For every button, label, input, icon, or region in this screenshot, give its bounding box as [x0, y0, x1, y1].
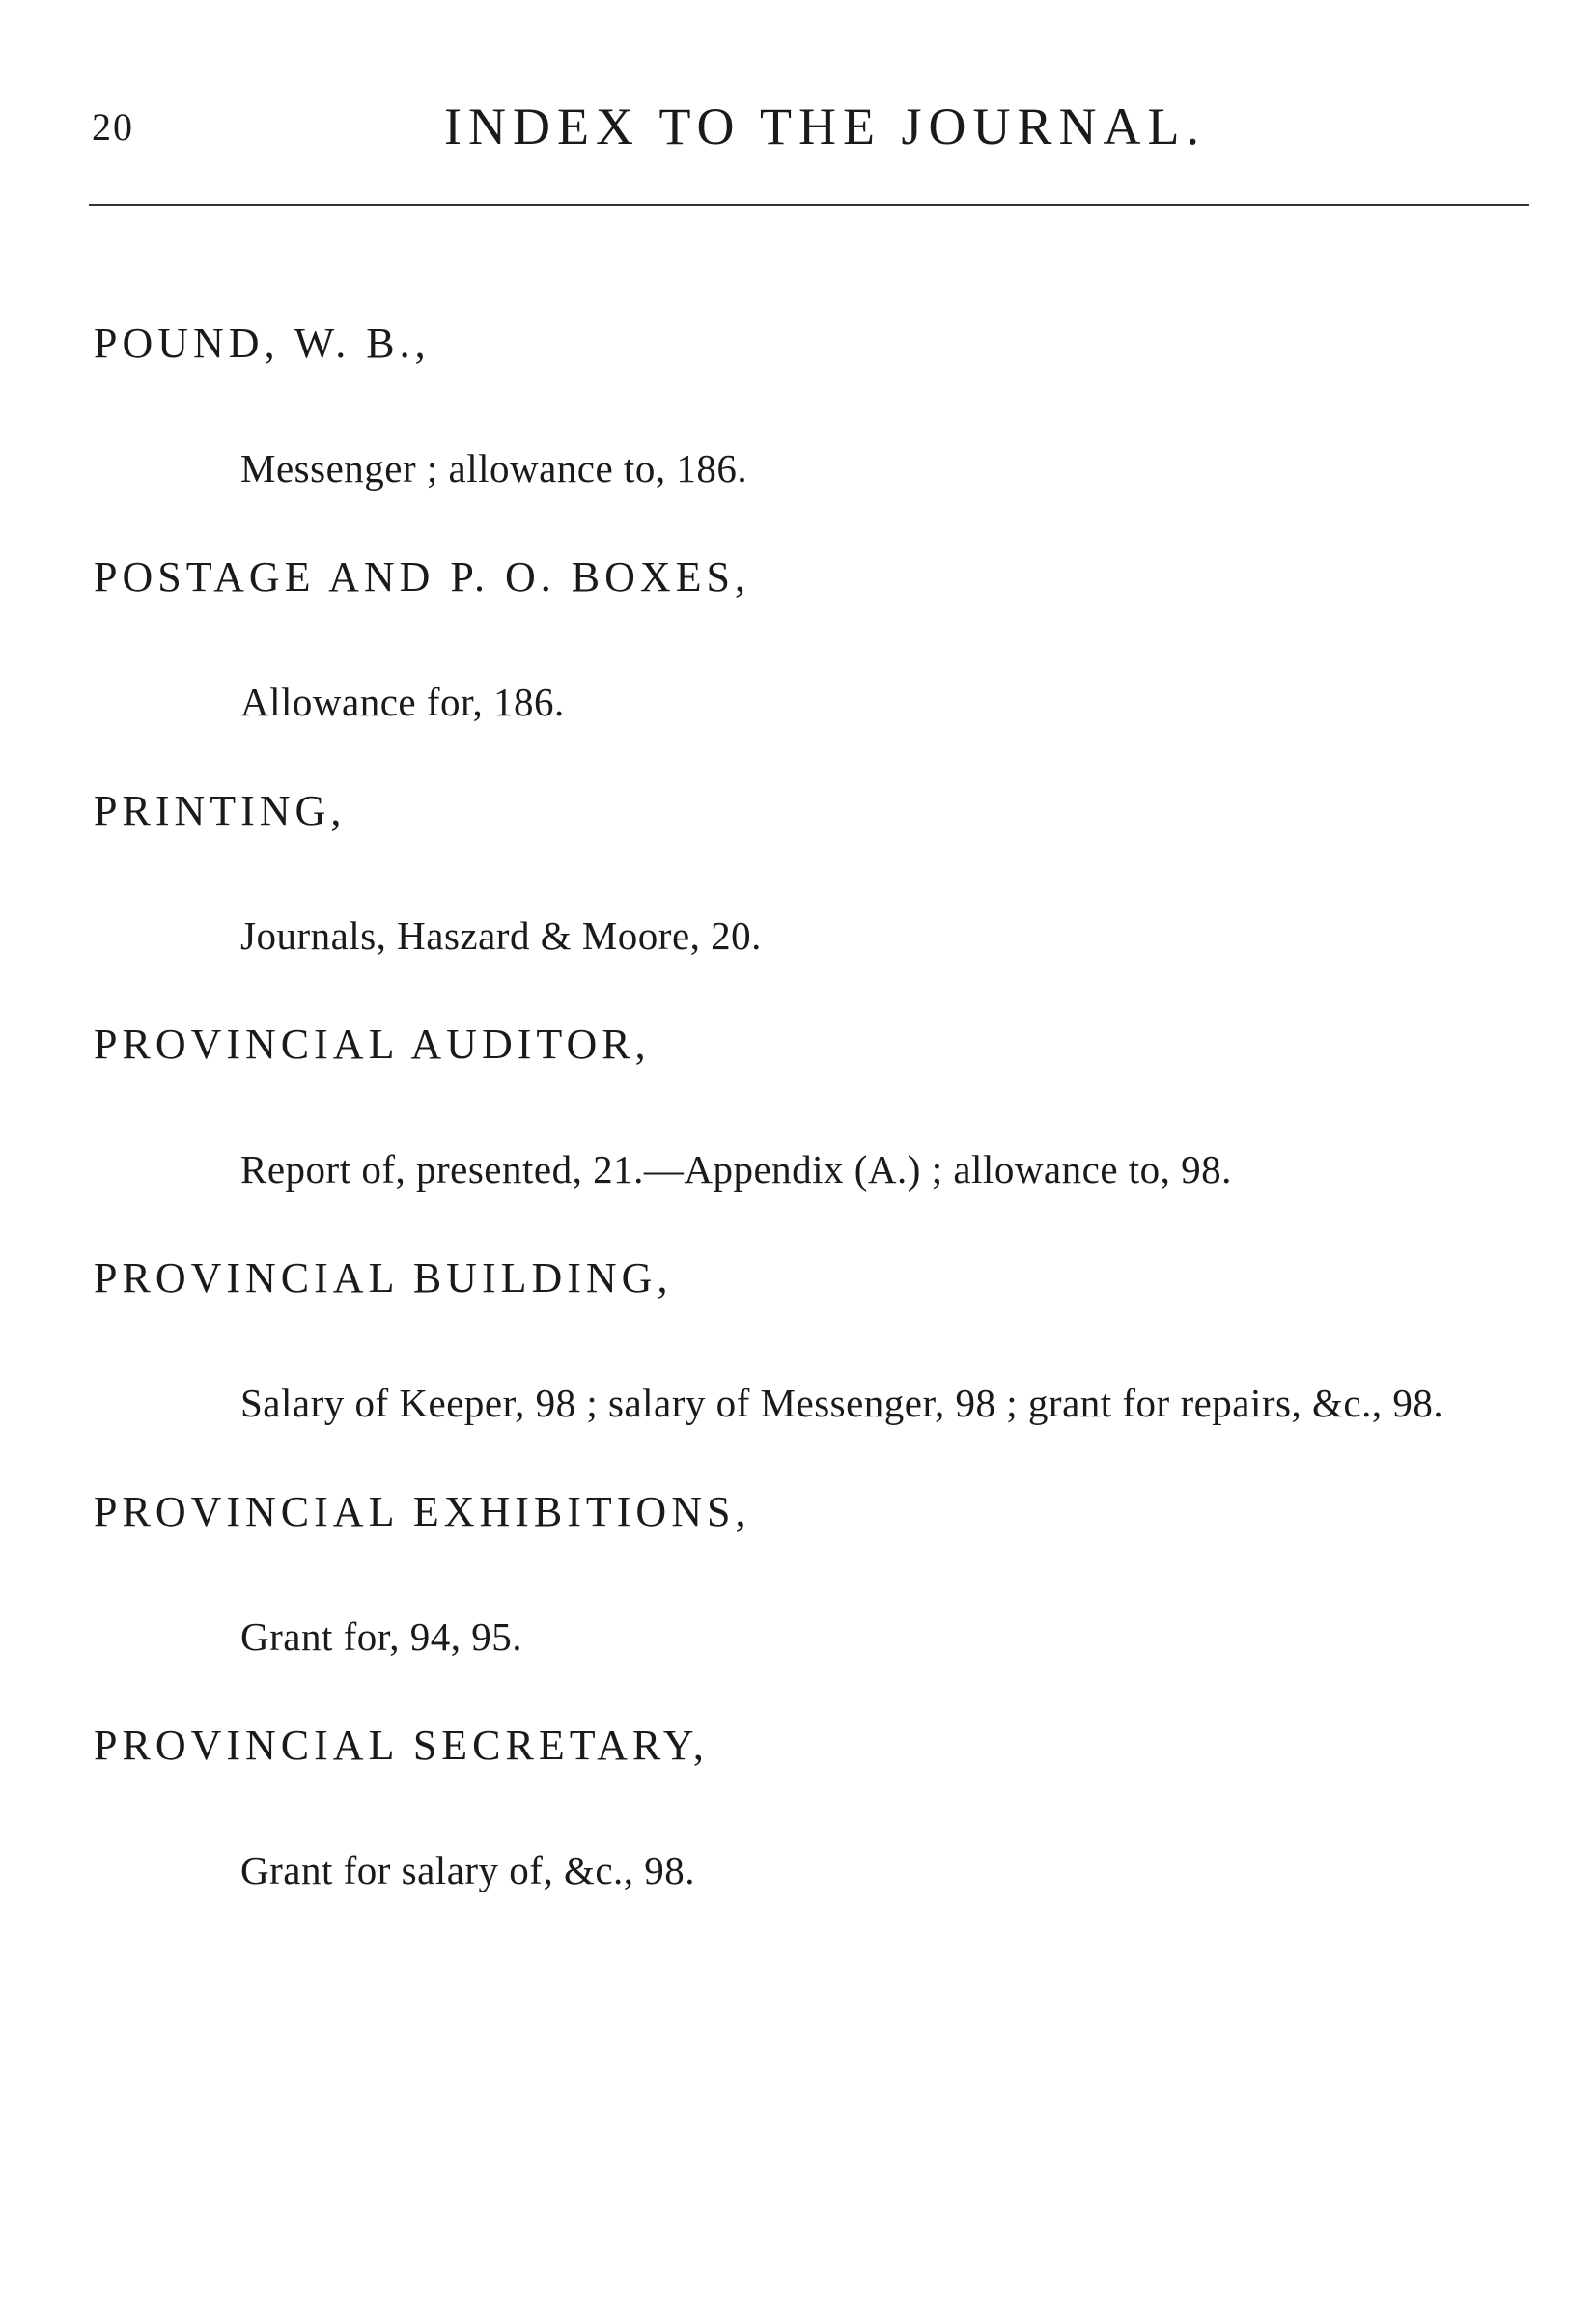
entry-heading: PROVINCIAL AUDITOR, [94, 1021, 651, 1068]
index-entry [94, 1016, 1532, 1197]
index-entry [94, 1249, 1532, 1431]
index-entry [94, 782, 1532, 964]
entry-detail: Messenger ; allowance to, 186. [240, 446, 748, 491]
index-entries [94, 315, 1532, 1950]
entry-heading: POSTAGE AND P. O. BOXES, [94, 553, 751, 601]
entry-heading: PROVINCIAL BUILDING, [94, 1254, 673, 1302]
running-head [92, 97, 1521, 164]
index-entry [94, 548, 1532, 730]
entry-detail: Grant for, 94, 95. [240, 1614, 523, 1659]
entry-detail: Journals, Haszard & Moore, 20. [240, 913, 762, 958]
index-entry [94, 1717, 1532, 1898]
entry-detail: Grant for salary of, &c., 98. [240, 1848, 696, 1892]
entry-heading: PRINTING, [94, 787, 347, 834]
header-rule [89, 203, 1529, 214]
index-entry [94, 1483, 1532, 1665]
entry-detail: Allowance for, 186. [240, 680, 565, 724]
entry-heading: POUND, W. B., [94, 320, 431, 367]
entry-heading: PROVINCIAL EXHIBITIONS, [94, 1488, 751, 1535]
header-rule-top [89, 204, 1529, 206]
entry-detail: Salary of Keeper, 98 ; salary of Messenger, 98 ; grant for repairs, &c., 98. [240, 1381, 1444, 1425]
entry-detail: Report of, presented, 21.—Appendix (A.) ; allowance to, 98. [240, 1147, 1232, 1192]
page-title: INDEX TO THE JOURNAL. [444, 98, 1206, 155]
index-entry [94, 315, 1532, 496]
page-number: 20 [92, 105, 134, 149]
entry-heading: PROVINCIAL SECRETARY, [94, 1722, 709, 1769]
